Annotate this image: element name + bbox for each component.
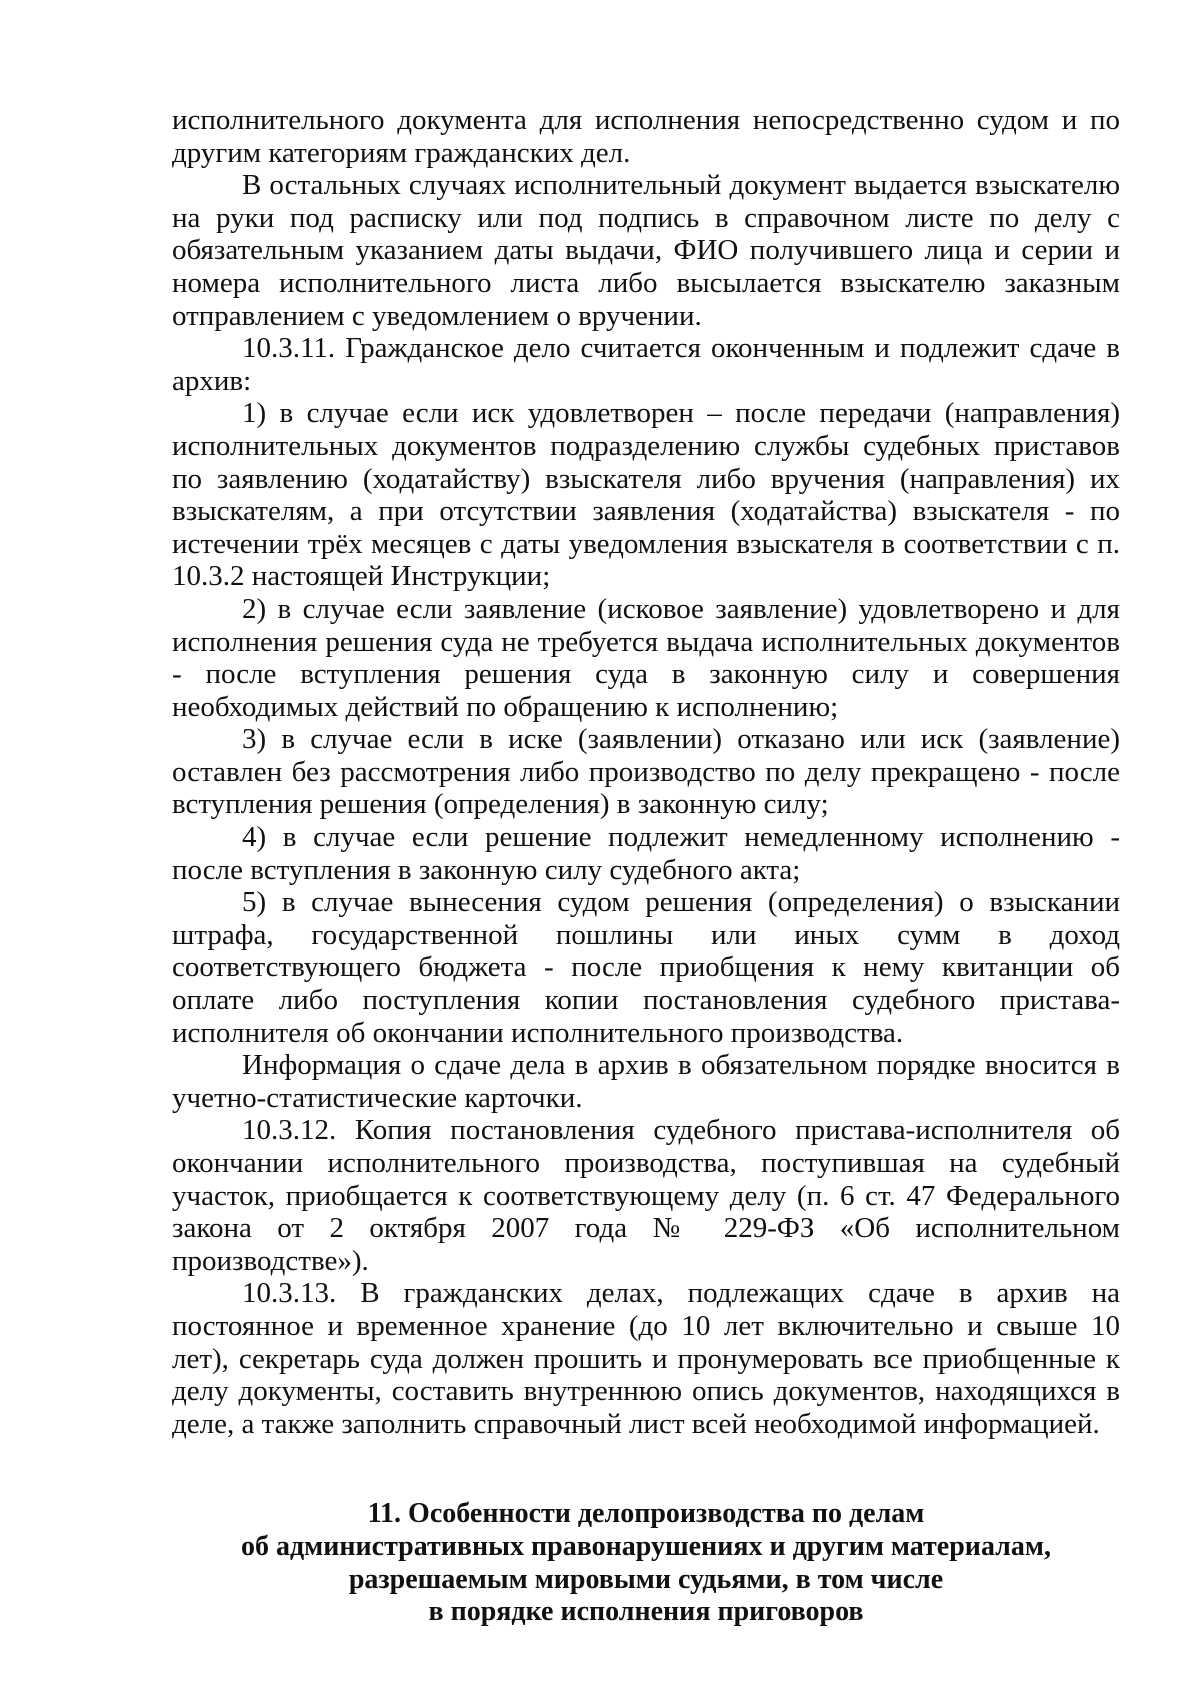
paragraph-10-3-13: 10.3.13. В гражданских делах, подлежащих сдаче в архив на постоянное и временное хранение (до 10 лет включительно и свыше 10 лет), секретарь суда должен прошить и пронумеровать все приобщенные к делу документы, составить внутреннюю опись документов, находящихся в деле, а также заполнить справочный лист всей необходимой информацией. [172, 1277, 1120, 1440]
list-item-2: 2) в случае если заявление (исковое заявление) удовлетворено и для исполнения решения суда не требуется выдача исполнительных документов - после вступления решения суда в законную силу и совершения необходимых действий по обращению к исполнению; [172, 592, 1120, 723]
section-heading-line: разрешаемым мировыми судьями, в том числе [348, 1563, 944, 1595]
list-item-1: 1) в случае если иск удовлетворен – после передачи (направления) исполнительных документов подразделению службы судебных приставов по заявлению (ходатайству) взыскателя либо вручения (направления) их взыскателям, а при отсутствии заявления (ходатайства) взыскателя - по истечении трёх месяцев с даты уведомления взыскателя в соответствии с п. 10.3.2 настоящей Инструкции; [172, 397, 1120, 593]
paragraph-10-3-11: 10.3.11. Гражданское дело считается оконченным и подлежит сдаче в архив: [172, 332, 1120, 397]
section-heading-line: в порядке исполнения приговоров [428, 1596, 864, 1628]
section-heading-line: 11. Особенности делопроизводства по делам [367, 1498, 925, 1530]
section-heading-line: об административных правонарушениях и другим материалам, [241, 1530, 1051, 1562]
list-item-3: 3) в случае если в иске (заявлении) отказано или иск (заявление) оставлен без рассмотрения либо производство по делу прекращено - после вступления решения (определения) в законную силу; [172, 723, 1120, 821]
document-body [172, 104, 1120, 1629]
list-item-4: 4) в случае если решение подлежит немедленному исполнению - после вступления в законную силу судебного акта; [172, 821, 1120, 886]
paragraph-archive-info: Информация о сдаче дела в архив в обязательном порядке вносится в учетно-статистические карточки. [172, 1049, 1120, 1114]
section-heading [172, 1498, 1120, 1628]
paragraph-continuation: исполнительного документа для исполнения непосредственно судом и по другим категориям гражданских дел. [172, 104, 1120, 169]
paragraph-delivery-of-writ: В остальных случаях исполнительный документ выдается взыскателю на руки под расписку или под подпись в справочном листе по делу с обязательным указанием даты выдачи, ФИО получившего лица и серии и номера исполнительного листа либо высылается взыскателю заказным отправлением с уведомлением о вручении. [172, 169, 1120, 332]
paragraph-10-3-12: 10.3.12. Копия постановления судебного пристава-исполнителя об окончании исполнительного производства, поступившая на судебный участок, приобщается к соответствующему делу (п. 6 ст. 47 Федерального закона от 2 октября 2007 года № 229-ФЗ «Об исполнительном производстве»). [172, 1114, 1120, 1277]
list-item-5: 5) в случае вынесения судом решения (определения) о взыскании штрафа, государственной пошлины или иных сумм в доход соответствующего бюджета - после приобщения к нему квитанции об оплате либо поступления копии постановления судебного пристава-исполнителя об окончании исполнительного производства. [172, 886, 1120, 1049]
